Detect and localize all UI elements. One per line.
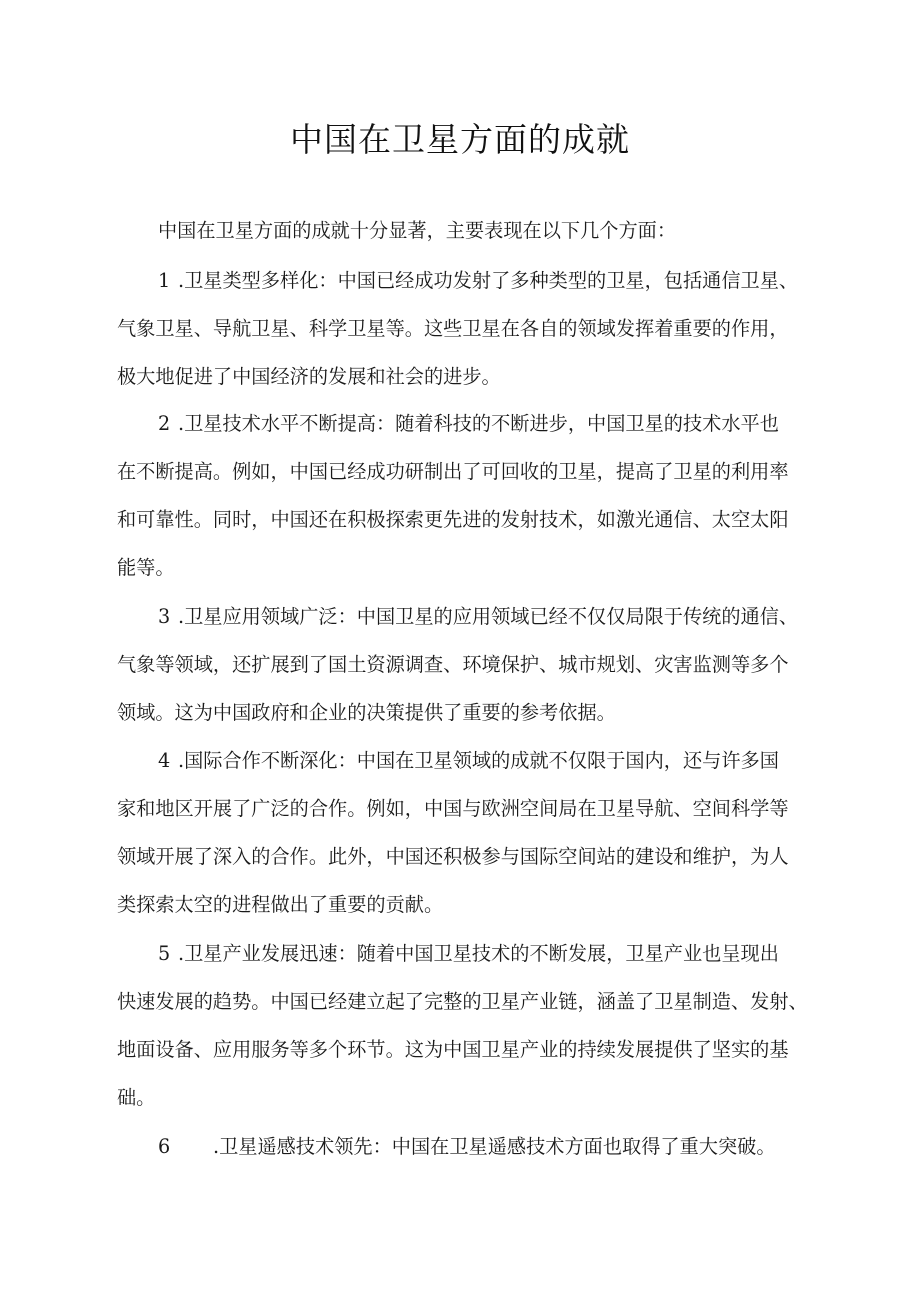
intro-paragraph: 中国在卫星方面的成就十分显著，主要表现在以下几个方面： — [158, 219, 677, 242]
item-1-line-2: 气象卫星、导航卫星、科学卫星等。这些卫星在各自的领域发挥着重要的作用， — [117, 317, 789, 340]
item-2-number: 2 — [158, 412, 171, 435]
item-5-line-3: 地面设备、应用服务等多个环节。这为中国卫星产业的持续发展提供了坚实的基 — [117, 1038, 789, 1061]
item-3-number: 3 — [158, 605, 171, 628]
item-5-number: 5 — [158, 942, 171, 965]
document-title: 中国在卫星方面的成就 — [290, 120, 630, 159]
item-1-line-1 — [158, 268, 798, 294]
item-6-text: .卫星遥感技术领先：中国在卫星遥感技术方面也取得了重大突破。 — [213, 1135, 776, 1158]
item-5-line-1 — [158, 941, 779, 967]
item-3-text: .卫星应用领域广泛：中国卫星的应用领域已经不仅仅局限于传统的通信、 — [178, 605, 799, 628]
item-4-line-4: 类探索太空的进程做出了重要的贡献。 — [117, 893, 444, 916]
item-4-line-1 — [158, 748, 779, 774]
item-1-line-3: 极大地促进了中国经济的发展和社会的进步。 — [117, 365, 501, 388]
item-5-line-2: 快速发展的趋势。中国已经建立起了完整的卫星产业链，涵盖了卫星制造、发射、 — [117, 990, 808, 1013]
item-3-line-3: 领域。这为中国政府和企业的决策提供了重要的参考依据。 — [117, 701, 616, 724]
item-5-line-4: 础。 — [117, 1086, 156, 1109]
item-1-text: .卫星类型多样化：中国已经成功发射了多种类型的卫星，包括通信卫星、 — [178, 269, 799, 292]
item-3-line-2: 气象等领域，还扩展到了国土资源调查、环境保护、城市规划、灾害监测等多个 — [117, 653, 789, 676]
item-4-number: 4 — [158, 749, 171, 772]
item-4-line-2: 家和地区开展了广泛的合作。例如，中国与欧洲空间局在卫星导航、空间科学等 — [117, 797, 789, 820]
item-6-number: 6 — [158, 1135, 171, 1158]
item-1-number: 1 — [158, 269, 171, 292]
item-3-line-1 — [158, 604, 798, 630]
item-2-line-1 — [158, 411, 779, 437]
item-2-line-4: 能等。 — [117, 556, 175, 579]
item-6-line-1 — [158, 1134, 776, 1160]
item-5-text: .卫星产业发展迅速：随着中国卫星技术的不断发展，卫星产业也呈现出 — [178, 942, 779, 965]
item-4-text: .国际合作不断深化：中国在卫星领域的成就不仅限于国内，还与许多国 — [178, 749, 779, 772]
item-2-text: .卫星技术水平不断提高：随着科技的不断进步，中国卫星的技术水平也 — [178, 412, 779, 435]
item-4-line-3: 领域开展了深入的合作。此外，中国还积极参与国际空间站的建设和维护，为人 — [117, 845, 789, 868]
item-2-line-2: 在不断提高。例如，中国已经成功研制出了可回收的卫星，提高了卫星的利用率 — [117, 460, 789, 483]
item-2-line-3: 和可靠性。同时，中国还在积极探索更先进的发射技术，如激光通信、太空太阳 — [117, 508, 789, 531]
